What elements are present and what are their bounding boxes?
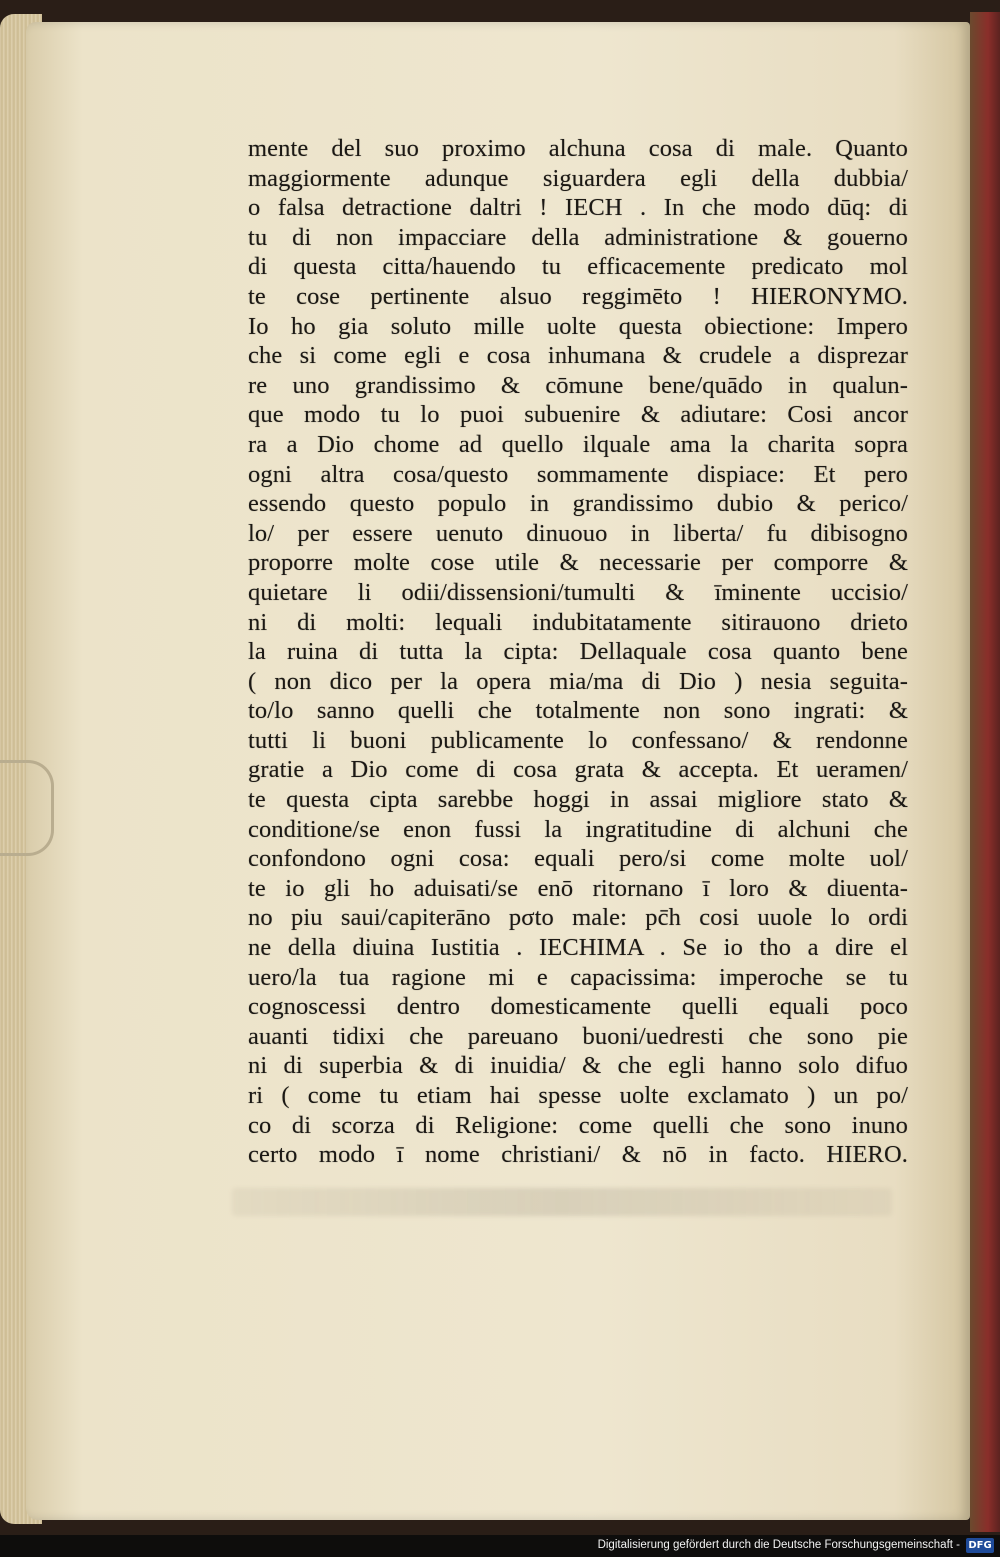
text-line: ne della diuina Iustitia . IECHIMA . Se io tho a dire el [248,934,908,962]
digitization-footer [0,1535,1000,1557]
text-line: mente del suo proximo alchuna cosa di male. Quanto [248,135,908,162]
text-line: auanti tidixi che pareuano buoni/uedresti che sono pie [248,1022,908,1050]
text-line: ( non dico per la opera mia/ma di Dio ) nesia seguita- [248,667,908,695]
text-line: di questa citta/hauendo tu efficacemente predicato mol [248,253,908,281]
text-line: la ruina di tutta la cipta: Dellaquale cosa quanto bene [248,638,908,666]
text-line: gratie a Dio come di cosa grata & accepta. Et ueramen/ [248,756,908,784]
text-line: ni di superbia & di inuidia/ & che egli hanno solo difuo [248,1052,908,1080]
text-line: essendo questo populo in grandissimo dubio & perico/ [248,490,908,518]
text-line: che si come egli e cosa inhumana & crudele a disprezar [248,342,908,370]
text-line: conditione/se enon fussi la ingratitudine di alchuni che [248,815,908,843]
funding-credit: Digitalisierung gefördert durch die Deutsche Forschungsgemeinschaft - [597,1539,960,1551]
text-line: o falsa detractione daltri ! IECH . In che modo dūq: di [248,194,908,222]
text-line: Io ho gia soluto mille uolte questa obiectione: Impero [248,312,908,340]
text-line: proporre molte cose utile & necessarie per comporre & [248,549,908,577]
show-through-text [232,1188,892,1216]
page-tab-marker [0,760,54,856]
text-line: tutti li buoni publicamente lo confessano/ & rendonne [248,726,908,754]
page-text [248,134,908,1170]
text-line: no piu saui/capiterāno pσto male: pc̄h cosi uuole lo ordi [248,904,908,932]
text-line: te io gli ho aduisati/se enō ritornano ī loro & diuenta- [248,874,908,902]
text-line: que modo tu lo puoi subuenire & adiutare: Cosi ancor [248,401,908,429]
text-line: to/lo sanno quelli che totalmente non sono ingrati: & [248,697,908,725]
text-line: re uno grandissimo & cōmune bene/quādo in qualun- [248,371,908,399]
dfg-logo: DFG [966,1538,994,1553]
text-line: ri ( come tu etiam hai spesse uolte exclamato ) un po/ [248,1082,908,1109]
text-line: te cose pertinente alsuo reggimēto ! HIERONYMO. [248,282,908,310]
text-line: certo modo ī nome christiani/ & nō in facto. HIERO. [248,1141,908,1169]
text-line: quietare li odii/dissensioni/tumulti & īminente uccisio/ [248,578,908,606]
text-line: ra a Dio chome ad quello ilquale ama la charita sopra [248,430,908,458]
book-cover-edge [970,12,1000,1532]
text-line: lo/ per essere uenuto dinuouo in liberta/ fu dibisogno [248,519,908,547]
text-line: te questa cipta sarebbe hoggi in assai migliore stato & [248,786,908,814]
text-line: ni di molti: lequali indubitatamente sitirauono drieto [248,608,908,636]
text-line: confondono ogni cosa: equali pero/si come molte uol/ [248,845,908,873]
text-line: uero/la tua ragione mi e capacissima: imperoche se tu [248,963,908,991]
text-line: co di scorza di Religione: come quelli che sono inuno [248,1111,908,1139]
text-line: ogni altra cosa/questo sommamente dispiace: Et pero [248,460,908,488]
text-line: tu di non impacciare della administratione & gouerno [248,223,908,251]
text-line: maggiormente adunque siguardera egli della dubbia/ [248,164,908,192]
text-line: cognoscessi dentro domesticamente quelli equali poco [248,993,908,1021]
